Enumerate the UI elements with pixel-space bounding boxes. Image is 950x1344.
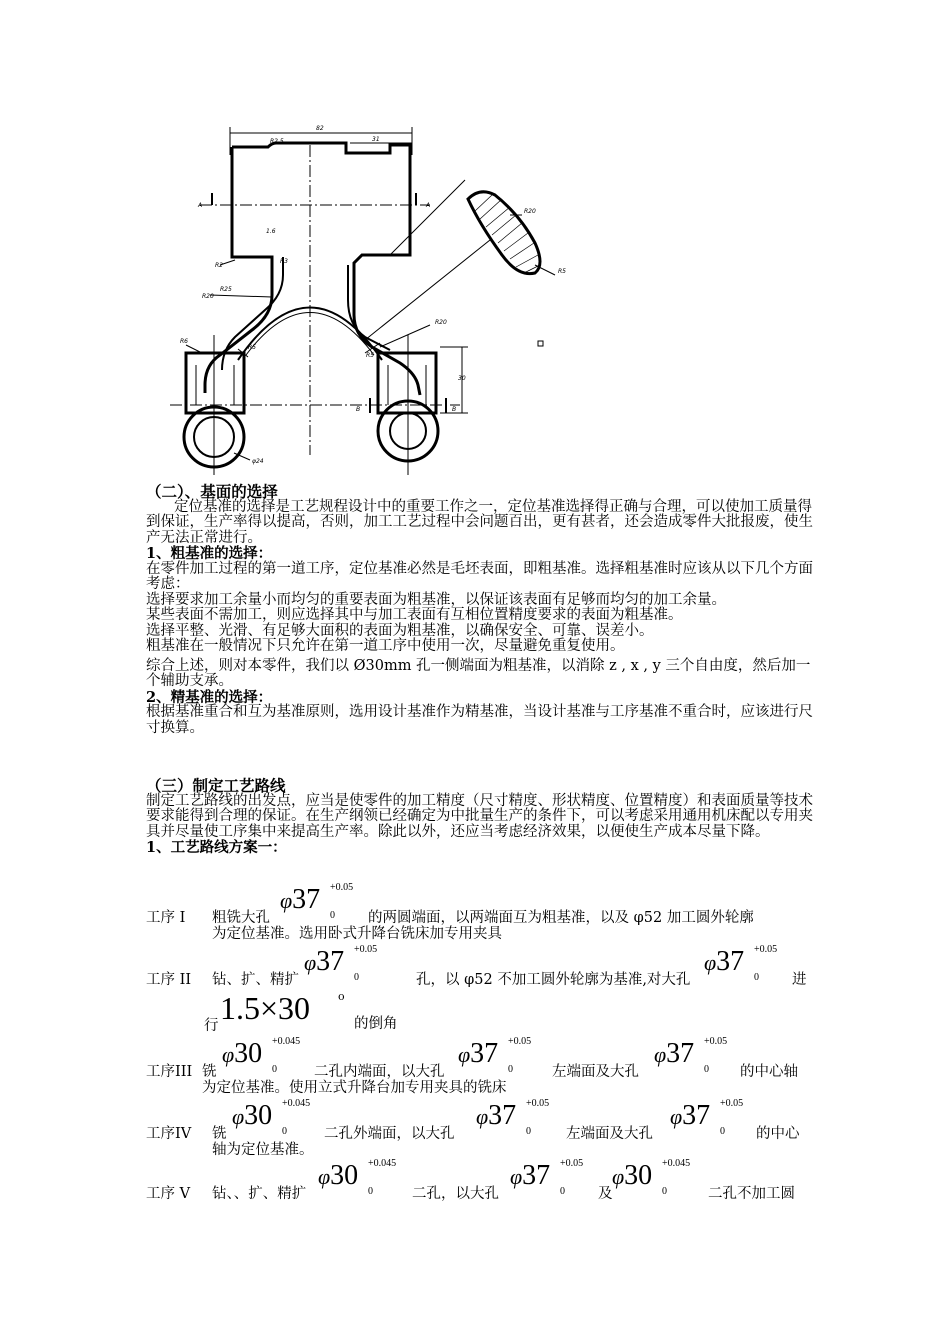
dim-width: 82 — [316, 125, 324, 132]
part-drawing — [150, 115, 590, 485]
mark-b-right: B — [452, 406, 457, 413]
step5-text-b: 二孔，以大孔 — [412, 1186, 499, 1202]
dim-phi30: φ30 +0.045 0 — [318, 1158, 397, 1197]
label-r9: R5 — [366, 352, 374, 359]
dim-height: 30 — [458, 375, 466, 382]
step4-text-e: 轴为定位基准。 — [212, 1142, 314, 1158]
dim-phi30: φ30 +0.045 0 — [612, 1158, 691, 1197]
step1-text-b: 的两圆端面，以两端面互为粗基准，以及 φ52 加工圆外轮廓 — [368, 910, 754, 926]
rough-basis-p1: 在零件加工过程的第一道工序，定位基准必然是毛坯表面，即粗基准。选择粗基准时应该从以下几个方面考虑： — [146, 560, 813, 592]
step1-text-c: 为定位基准。选用卧式升降台铣床加专用夹具 — [212, 926, 502, 942]
dim-phi30: φ30 +0.045 0 — [232, 1098, 311, 1137]
step4-text-b: 二孔外端面，以大孔 — [324, 1126, 455, 1142]
step3-text-a: 铣 — [202, 1064, 217, 1080]
step4-text-d: 的中心 — [756, 1126, 800, 1142]
label-r10: R20 — [524, 208, 536, 215]
label-r5: R6 — [180, 338, 188, 345]
fine-basis-p1: 根据基准重合和互为基准原则，选用设计基准作为精基准，当设计基准与工序基准不重合时，应该进行尺寸换算。 — [146, 704, 813, 736]
step4-label: 工序IV — [146, 1126, 192, 1142]
dim-right: 31 — [372, 136, 380, 143]
step1-text-a: 粗铣大孔 — [212, 910, 270, 926]
step-5 — [146, 1156, 814, 1206]
step2-text-d: 行 — [204, 1018, 219, 1034]
dim-phi37: φ37 +0.05 0 — [670, 1098, 744, 1137]
dim-phi37: φ37 +0.05 0 — [476, 1098, 550, 1137]
step5-label: 工序 V — [146, 1186, 191, 1202]
chamfer-value: 1.5×30 — [220, 990, 311, 1026]
dim-phi37: φ37 +0.05 0 — [654, 1036, 728, 1075]
label-phi: φ24 — [252, 458, 264, 465]
section-basis — [146, 484, 814, 736]
rough-basis-p4: 选择平整、光滑、有足够大面积的表面为粗基准，以确保安全、可靠、误差小。 — [146, 622, 654, 639]
step2-text-c: 进 — [792, 972, 807, 988]
step3-text-d: 的中心轴 — [740, 1064, 798, 1080]
section3-p1: 制定工艺路线的出发点，应当是使零件的加工精度（尺寸精度、形状精度、位置精度）和表面质量等技术要求能得到合理的保证。在生产纲领已经确定为中批量生产的条件下，可以考虑采用通用机床配以专用夹具并尽量使工序集中来提高生产率。除此以外，还应当考虑经济效果，以便使生产成本尽量下降。 — [146, 792, 813, 840]
step-1 — [146, 880, 814, 940]
rough-basis-title: 1、粗基准的选择： — [146, 545, 273, 562]
degree-mark: o — [338, 990, 345, 1003]
step4-text-a: 铣 — [212, 1126, 227, 1142]
plan-title: 1、工艺路线方案一： — [146, 839, 287, 856]
step3-text-e: 为定位基准。使用立式升降台加专用夹具的铣床 — [202, 1080, 507, 1096]
dim-phi37: φ37 +0.05 0 — [458, 1036, 532, 1075]
mark-a-left: A — [198, 202, 203, 209]
step4-text-c: 左端面及大孔 — [566, 1126, 653, 1142]
rough-basis-p5: 粗基准在一般情况下只允许在第一道工序中使用一次，尽量避免重复使用。 — [146, 638, 625, 654]
label-r8: R20 — [435, 319, 447, 326]
mark-b-left: B — [356, 406, 361, 413]
step2-text-b: 孔，以 φ52 不加工圆外轮廓为基准,对大孔 — [416, 972, 691, 988]
step5-text-a: 钻、、扩、精扩 — [212, 1186, 307, 1202]
dim-phi37: φ37 +0.05 0 — [704, 944, 778, 983]
dim-phi37: φ37 +0.05 0 — [510, 1158, 584, 1197]
step2-label: 工序 II — [146, 972, 192, 988]
section2-intro: 定位基准的选择是工艺规程设计中的重要工作之一，定位基准选择得正确与合理，可以使加工质量得到保证，生产率得以提高，否则，加工工艺过程中会问题百出，更有甚者，还会造成零件大批报废，使生产无法正常进行。 — [146, 498, 813, 546]
dim-phi37: φ37 +0.05 0 — [304, 944, 378, 983]
section3-title: （三）制定工艺路线 — [146, 776, 286, 795]
step2-text-e: 的倒角 — [354, 1016, 398, 1032]
label-ratio: 1.6 — [266, 228, 276, 235]
label-r7: R3 — [280, 258, 288, 265]
section-route — [146, 778, 814, 856]
step5-text-d: 二孔不加工圆 — [708, 1186, 795, 1202]
label-r3: R25 — [220, 286, 232, 293]
label-sec: R5 — [558, 268, 566, 275]
step3-label: 工序III — [146, 1064, 193, 1080]
label-r1: R2.5 — [270, 138, 284, 145]
step3-text-c: 左端面及大孔 — [552, 1064, 639, 1080]
step-3 — [146, 1034, 814, 1096]
rough-basis-p2: 选择要求加工余量小而均匀的重要表面为粗基准，以保证该表面有足够而均匀的加工余量。 — [146, 591, 726, 608]
label-r4: R20 — [202, 293, 214, 300]
rough-basis-p3: 某些表面不需加工，则应选择其中与加工表面有互相位置精度要求的表面为粗基准。 — [146, 607, 683, 623]
step5-text-c: 及 — [598, 1186, 613, 1202]
fine-basis-title: 2、精基准的选择： — [146, 688, 273, 706]
section2-title: （二）、基面的选择 — [146, 482, 278, 501]
dim-phi37: φ37 +0.05 0 — [280, 882, 354, 921]
step2-text-a: 钻、扩、精扩 — [212, 972, 299, 988]
step-4 — [146, 1096, 814, 1158]
step-2 — [146, 942, 814, 1037]
dim-phi30: φ30 +0.045 0 — [222, 1036, 301, 1075]
mark-a-right: A — [426, 202, 431, 209]
step3-text-b: 二孔内端面，以大孔 — [314, 1064, 445, 1080]
label-r6: R5 — [248, 344, 256, 351]
step1-label: 工序 I — [146, 910, 186, 926]
label-r2: R2 — [215, 262, 223, 269]
rough-basis-p6: 综合上述，则对本零件，我们以 Ø30mm 孔一侧端面为粗基准，以消除 z , x , y 三个自由度，然后加一个辅助支承。 — [146, 657, 811, 689]
